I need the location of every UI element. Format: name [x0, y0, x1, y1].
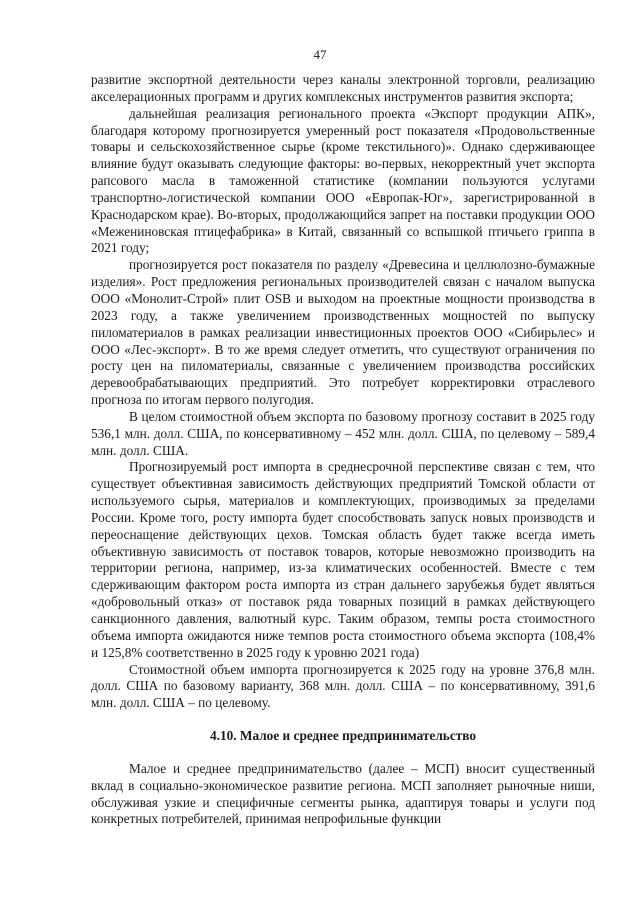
paragraph-agro-export: дальнейшая реализация регионального проекта «Экспорт продукции АПК», благодаря которому прогнозируется умеренный рост показателя «Продовольственные товары и сельскохозяйственное сырье (кроме текстильного)». Однако сдерживающее влияние будут оказывать следующие факторы: во-первых, некорректный учет экспорта рапсового масла в таможенной статистике (компании пользуются услугами транспортно-логистической компании ООО «Европак-Юг», зарегистрированной в Краснодарском крае). Во-вторых, продолжающийся запрет на поставки продукции ООО «Межениновская птицефабрика» в Китай, связанный со вспышкой птичьего гриппа в 2021 году;	[91, 105, 595, 256]
page-number: 47	[313, 47, 327, 62]
paragraph-import-forecast: Стоимостной объем импорта прогнозируется к 2025 году на уровне 376,8 млн. долл. США по базовому варианту, 368 млн. долл. США – по консервативному, 391,6 млн. долл. США – по целевому.	[91, 661, 595, 711]
paragraph-export-channels: развитие экспортной деятельности через каналы электронной торговли, реализацию акселерационных программ и других комплексных инструментов развития экспорта;	[91, 72, 595, 104]
paragraph-export-forecast: В целом стоимостной объем экспорта по базовому прогнозу составит в 2025 году 536,1 млн. долл. США, по консервативному – 452 млн. долл. США, по целевому – 589,4 млн. долл. США.	[91, 408, 595, 458]
paragraph-wood-products: прогнозируется рост показателя по разделу «Древесина и целлюлозно-бумажные изделия». Рост предложения региональных производителей связан с началом выпуска ООО «Монолит-Строй» плит OSB и выходом на проектные мощности производства в 2023 году, а также увеличением производственных мощностей по выпуску пиломатериалов в рамках реализации инвестиционных проектов ООО «Сибирьлес» и ООО «Лес-экспорт». В то же время следует отметить, что существуют ограничения по росту цен на пиломатериалы, связанные с увеличением производства российских деревообрабатывающих предприятий. Это потребует корректировки отраслевого прогноза по итогам первого полугодия.	[91, 257, 595, 408]
section-heading: 4.10. Малое и среднее предпринимательство	[209, 728, 476, 744]
paragraph-sme-intro: Малое и среднее предпринимательство (далее – МСП) вносит существенный вклад в социально-экономическое развитие региона. МСП заполняет рыночные ниши, обслуживая узкие и специфичные сегменты рынка, адаптируя товары и услуги под конкретных потребителей, принимая непрофильные функции	[91, 760, 595, 827]
page-content	[91, 72, 595, 828]
paragraph-import-growth: Прогнозируемый рост импорта в среднесрочной перспективе связан с тем, что существует объективная зависимость действующих предприятий Томской области от используемого сырья, материалов и комплектующих, производимых за пределами России. Кроме того, росту импорта будет способствовать запуск новых производств и переоснащение действующих цехов. Томская область будет также всегда иметь объективную зависимость от поставок товаров, которые невозможно производить на территории региона, например, из-за климатических особенностей. Вместе с тем сдерживающим фактором роста импорта из стран дальнего зарубежья будет являться «добровольный отказ» от поставок ряда товарных позиций в рамках действующего санкционного давления, валютный курс. Таким образом, темпы роста стоимостного объема импорта ожидаются ниже темпов роста стоимостного объема экспорта (108,4% и 125,8% соответственно в 2025 году к уровню 2021 года)	[91, 459, 595, 660]
